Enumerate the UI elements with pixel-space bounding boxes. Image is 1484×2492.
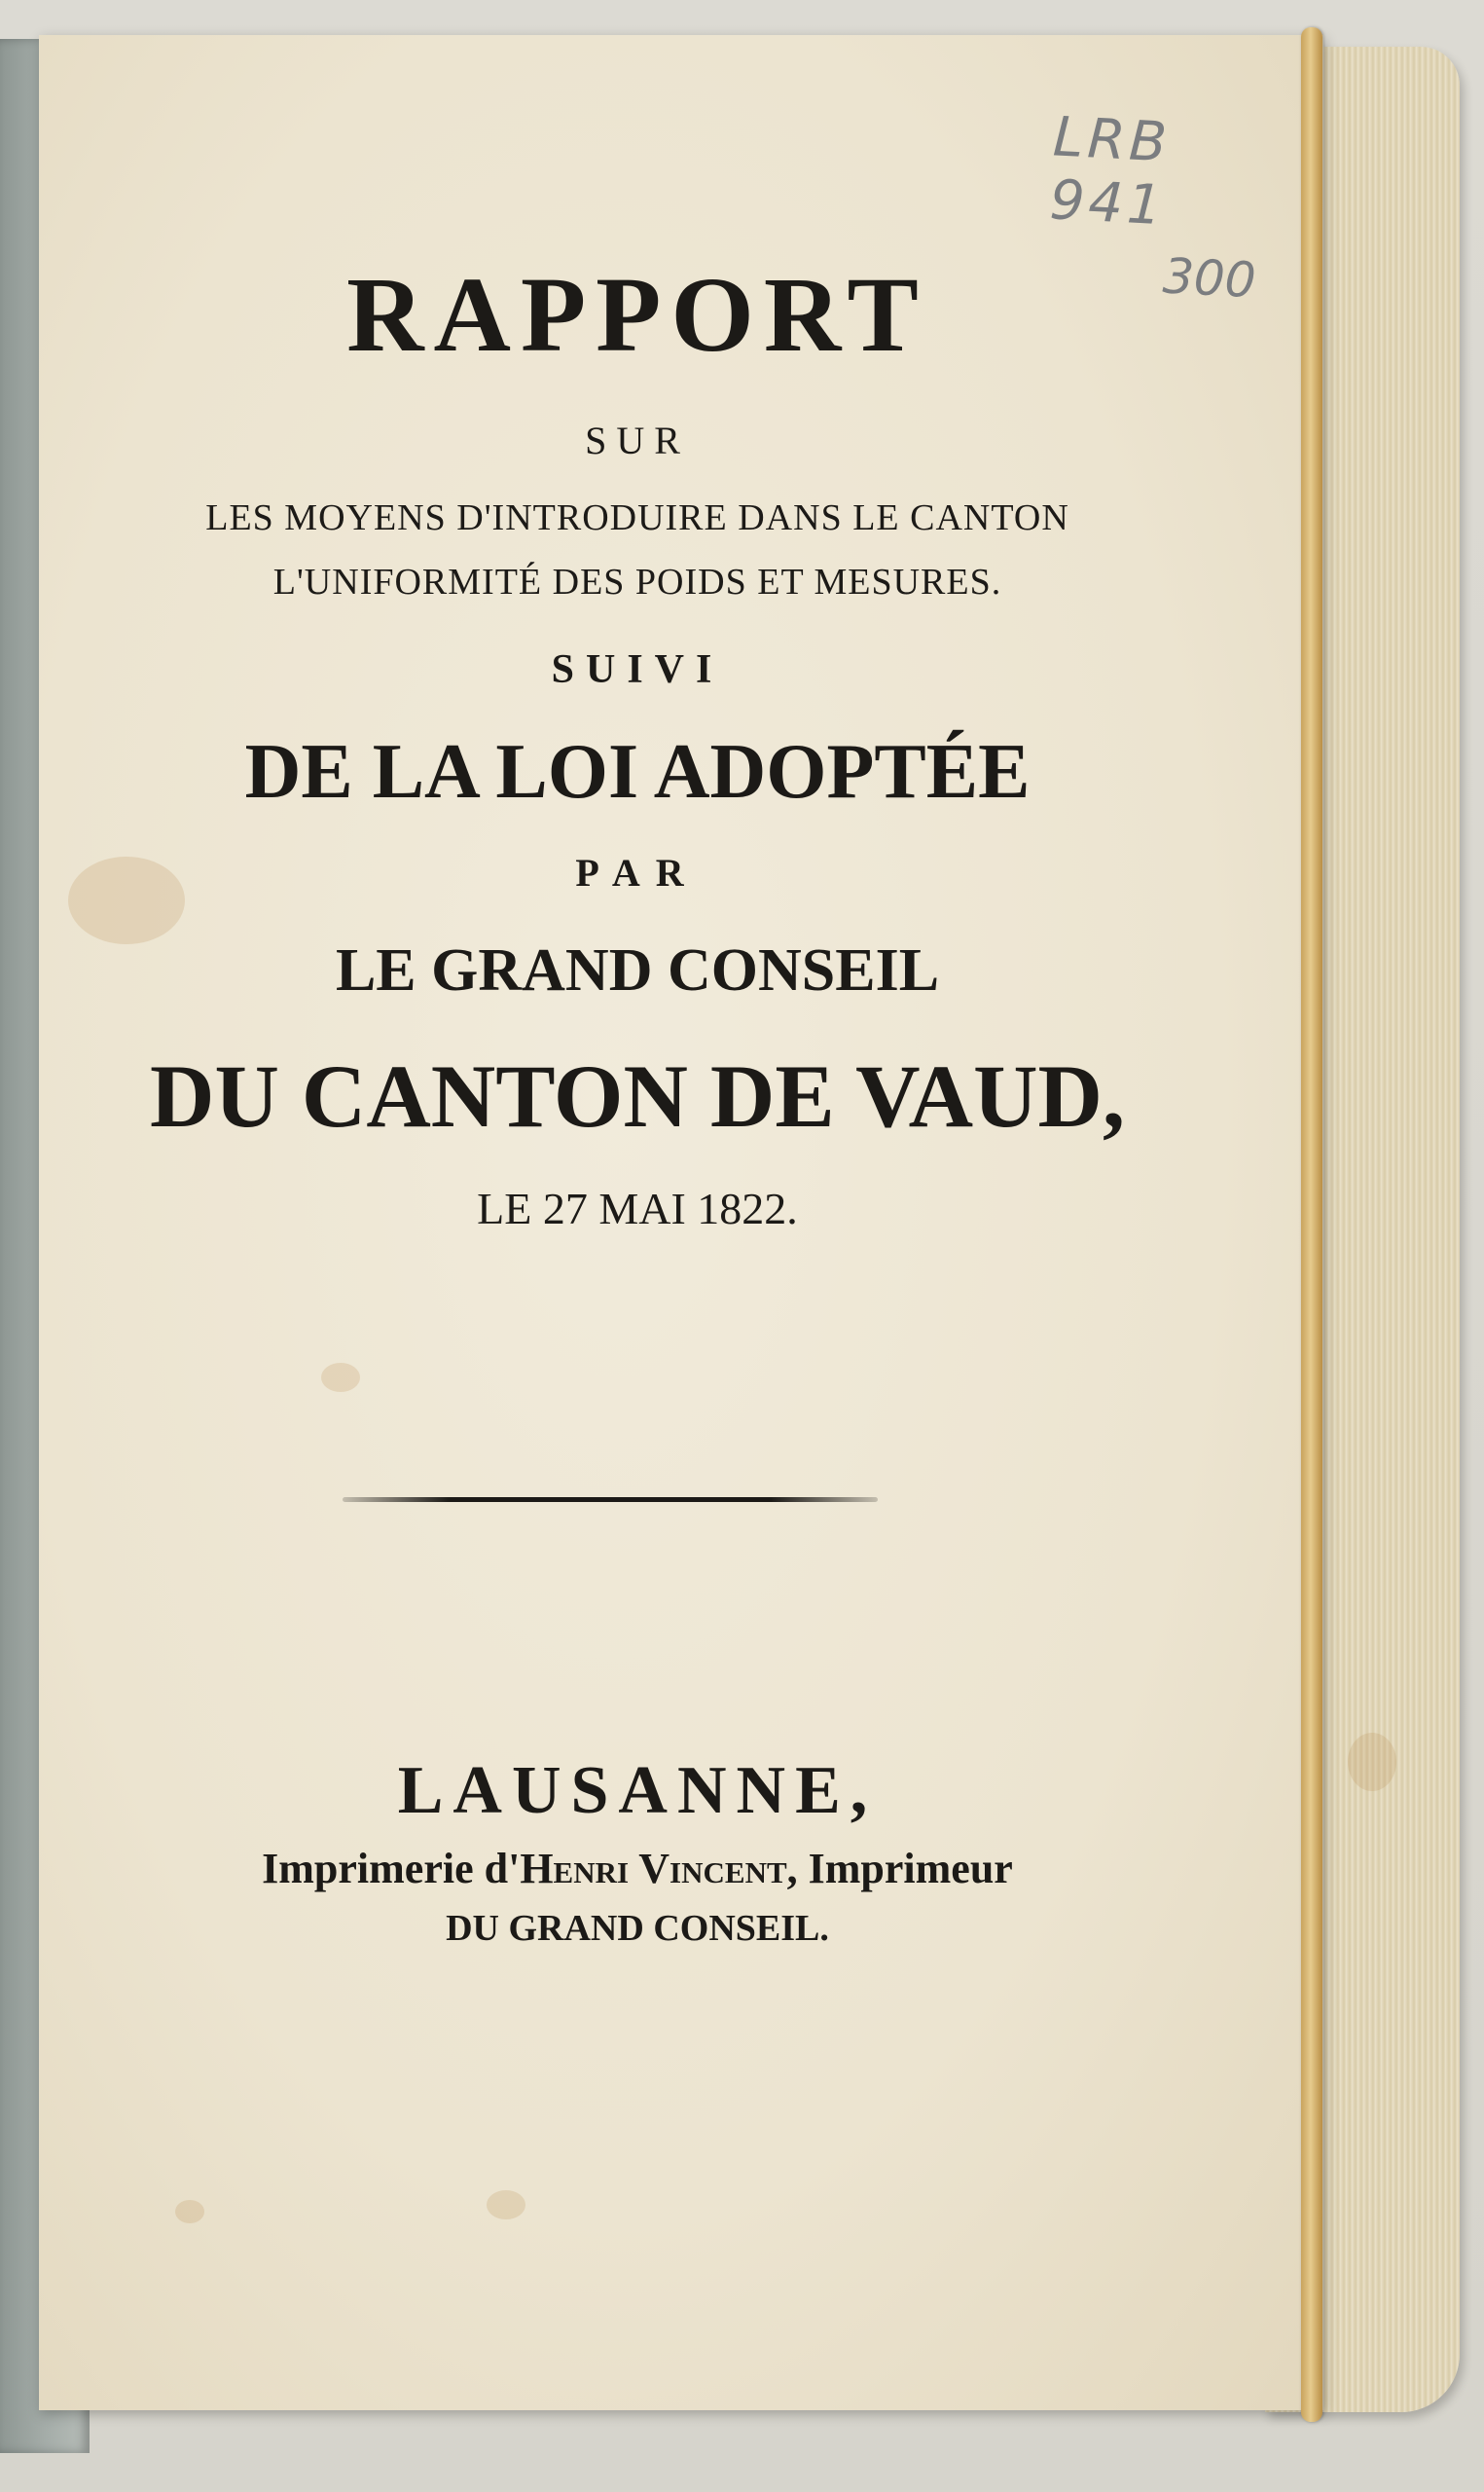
ornamental-rule <box>343 1497 878 1502</box>
subject-line-1: LES MOYENS D'INTRODUIRE DANS LE CANTON <box>205 497 1069 538</box>
title-sur: SUR <box>585 419 690 462</box>
imprint-printer <box>117 1844 1158 1893</box>
imprint-block <box>117 1752 1158 1950</box>
foxing-stain <box>175 2200 204 2223</box>
title-suivi: SUIVI <box>551 647 724 692</box>
title-canton: DU CANTON DE VAUD, <box>150 1046 1125 1146</box>
foxing-stain <box>487 2190 525 2219</box>
title-date: LE 27 MAI 1822. <box>477 1184 798 1233</box>
title: RAPPORT <box>346 255 928 374</box>
imprint-printer-suffix: , Imprimeur <box>786 1845 1013 1892</box>
title-block <box>117 234 1158 1234</box>
imprint-city: LAUSANNE, <box>397 1753 878 1828</box>
imprint-printer-name: Henri Vincent <box>520 1845 787 1892</box>
shelfmark-line1: LRB 941 <box>1048 105 1173 238</box>
title-loi: DE LA LOI ADOPTÉE <box>244 729 1031 815</box>
imprint-printer-prefix: Imprimerie d' <box>262 1845 521 1892</box>
binding-thread <box>1301 27 1322 2422</box>
shelfmark-line2: 300 <box>1161 247 1257 310</box>
subject-line-2: L'UNIFORMITÉ DES POIDS ET MESURES. <box>272 562 1002 603</box>
imprint-council: DU GRAND CONSEIL. <box>446 1908 829 1949</box>
foxing-stain <box>321 1363 360 1392</box>
foxing-stain <box>1348 1733 1396 1791</box>
title-conseil: LE GRAND CONSEIL <box>335 937 940 1004</box>
title-par: PAR <box>575 851 700 895</box>
